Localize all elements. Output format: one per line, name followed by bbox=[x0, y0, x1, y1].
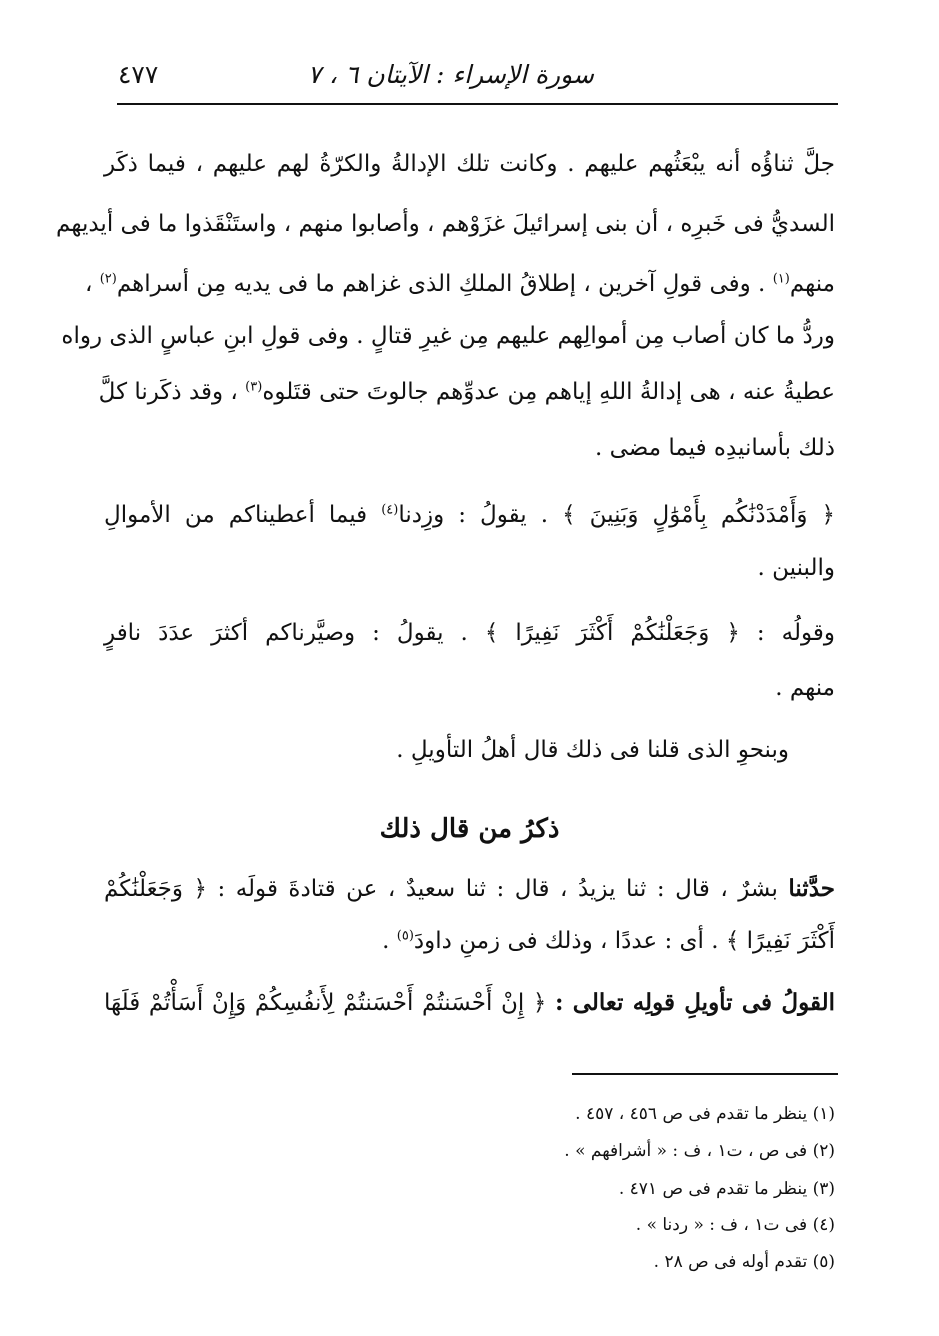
text-segment: ، وقد ذكَرنا كلَّ bbox=[98, 379, 246, 405]
text-line bbox=[382, 913, 835, 969]
text-line bbox=[104, 605, 835, 661]
section-heading: ذكرُ من قال ذلك bbox=[379, 814, 560, 844]
text-line: منهم . bbox=[775, 675, 835, 701]
text-line bbox=[98, 364, 835, 420]
footnote-marker: (٢) bbox=[99, 271, 117, 287]
text-segment: فيما أعطيناكم من الأموالِ bbox=[104, 502, 382, 528]
footnote-marker: (٤) bbox=[381, 502, 399, 518]
footnote: (٤) فى ت١ ، ف : « ردنا » . bbox=[635, 1215, 835, 1235]
footnote: (٥) تقدم أوله فى ص ٢٨ . bbox=[653, 1252, 835, 1272]
text-line: ذلك بأسانيدِه فيما مضى . bbox=[594, 435, 835, 461]
quran-verse: ﴿ وَجَعَلْنَٰكُمْ أَكْثَرَ نَفِيرًا ﴾ bbox=[484, 620, 740, 646]
text-segment: . bbox=[382, 928, 397, 954]
text-segment: منهم bbox=[789, 271, 835, 297]
text-segment: . أى : عددًا ، وذلك فى زمنِ داودَ bbox=[413, 928, 726, 954]
footnote-rule bbox=[572, 1073, 838, 1075]
quran-verse: ﴿ وَجَعَلْنَٰكُمْ bbox=[104, 876, 207, 902]
text-line: وردُّ ما كان أصاب مِن أموالِهم عليهم مِن غيرِ قتالٍ . وفى قولِ ابنِ عباسٍ الذى رواه bbox=[61, 323, 835, 349]
footnote: (٢) فى ص ، ت١ ، ف : « أشرافهم » . bbox=[564, 1141, 835, 1161]
footnote: (٣) ينظر ما تقدم فى ص ٤٧١ . bbox=[618, 1179, 835, 1199]
text-segment: . وفى قولِ آخرين ، إطلاقُ الملكِ الذى غزاهم ما فى يديه مِن أسراهم bbox=[116, 271, 773, 297]
text-segment: عطيةُ عنه ، هى إدالةُ اللهِ إياهم مِن عدوِّهم جالوتَ حتى قتَلوه bbox=[262, 379, 835, 405]
quran-verse: ﴿ إِنْ أَحْسَنتُمْ أَحْسَنتُمْ لِأَنفُسِكُمْ وَإِنْ أَسَأْتُمْ فَلَهَا bbox=[104, 990, 555, 1016]
footnote-marker: (٣) bbox=[245, 379, 263, 395]
text-segment: بشرٌ ، قال : ثنا يزيدُ ، قال : ثنا سعيدٌ ، عن قتادةَ قولَه : bbox=[206, 876, 789, 902]
footnote-marker: (٥) bbox=[396, 928, 414, 944]
header-rule bbox=[117, 103, 838, 105]
text-segment: ، bbox=[84, 271, 100, 297]
text-line: والبنين . bbox=[757, 555, 835, 581]
text-line: السديُّ فى خَبرِه ، أن بنى إسرائيلَ غزَوْهم ، وأصابوا منهم ، واستَنْقَذوا ما فى أيديهم bbox=[56, 211, 835, 237]
running-header-title: سورة الإسراء : الآيتان ٦ ، ٧ bbox=[307, 60, 594, 89]
page-number: ٤٧٧ bbox=[118, 60, 159, 89]
text-segment: . يقولُ : وزِدنا bbox=[398, 502, 563, 528]
text-line bbox=[104, 861, 835, 917]
text-segment: . يقولُ : وصيَّرناكم أكثرَ عدَدَ نافرٍ bbox=[104, 620, 485, 646]
text-line bbox=[104, 975, 835, 1031]
section-lead: القولُ فى تأويلِ قولِه تعالى : bbox=[554, 989, 835, 1016]
quran-verse: ﴿ وَأَمْدَدْنَٰكُم بِأَمْوَٰلٍ وَبَنِينَ ﴾ bbox=[562, 502, 835, 528]
footnote: (١) ينظر ما تقدم فى ص ٤٥٦ ، ٤٥٧ . bbox=[575, 1104, 835, 1124]
footnote-marker: (١) bbox=[772, 271, 790, 287]
text-segment: وقولُه : bbox=[739, 620, 835, 646]
hadith-chain-start: حدَّثنا bbox=[788, 875, 835, 902]
quran-verse: أَكْثَرَ نَفِيرًا ﴾ bbox=[725, 928, 835, 954]
text-line bbox=[104, 487, 835, 543]
text-line: جلَّ ثناؤُه أنه يبْعَثُهم عليهم . وكانت تلك الإدالةُ والكرّةُ لهم عليهم ، فيما ذكَر bbox=[104, 151, 835, 177]
text-line: وبنحوِ الذى قلنا فى ذلك قال أهلُ التأويلِ . bbox=[396, 737, 789, 763]
text-line bbox=[84, 256, 835, 312]
